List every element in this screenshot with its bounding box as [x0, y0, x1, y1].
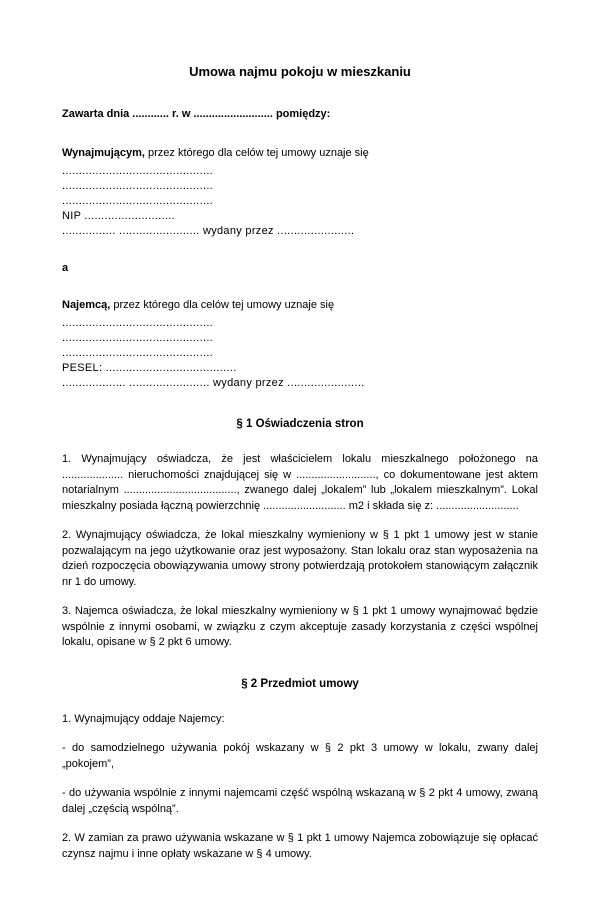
section-2-bullet-2: - do używania wspólnie z innymi najemcami część wspólną wskazaną w § 2 pkt 4 umowy, zwaną dalej „częścią wspólną”. [62, 787, 538, 815]
landlord-label: Wynajmującym, [62, 147, 145, 159]
tenant-lead-text: przez którego dla celów tej umowy uznaje się [113, 299, 335, 311]
landlord-fill-line-2: ............................................. [62, 180, 214, 192]
tenant-lead [62, 298, 538, 313]
tenant-pesel-line: PESEL: ....................................... [62, 362, 237, 374]
section-2-paragraph-2: 2. W zamian za prawo używania wskazane w § 1 pkt 1 umowy Najemca zobowiązuje się opłacać czynsz najmu i inne opłaty wskazane w § 4 umowy. [62, 832, 538, 860]
section-1-heading: § 1 Oświadczenia stron [236, 418, 364, 430]
landlord-nip-line: NIP ........................... [62, 210, 176, 222]
tenant-fill-line-1: ............................................. [62, 317, 214, 329]
section-1-paragraph-3: 3. Najemca oświadcza, że lokal mieszkalny wymieniony w § 1 pkt 1 umowy wynajmować będzie wspólnie z innymi osobami, w związku z czym akceptuje zasady korzystania z części wspólnej lokalu, opisane w § 2 pkt 6 umowy. [62, 605, 538, 648]
landlord-fill-line-3: ............................................. [62, 195, 214, 207]
landlord-id-line: ................ ........................ wydany przez ....................... [62, 225, 355, 237]
tenant-id-line: ................... ........................ wydany przez ....................... [62, 377, 365, 389]
landlord-fill-line-1: ............................................. [62, 165, 214, 177]
section-2-paragraph-1: 1. Wynajmujący oddaje Najemcy: [62, 712, 225, 725]
landlord-lead [62, 146, 538, 161]
section-2-heading: § 2 Przedmiot umowy [241, 677, 359, 690]
tenant-fill-line-3: ............................................. [62, 347, 214, 359]
between-parties-connector: a [62, 262, 69, 274]
section-2-bullet-1: - do samodzielnego używania pokój wskazany w § 2 pkt 3 umowy w lokalu, zwany dalej „pokojem”, [62, 742, 538, 770]
intro-line: Zawarta dnia ............ r. w .......................... pomiędzy: [62, 108, 331, 120]
tenant-fill-line-2: ............................................. [62, 332, 214, 344]
document-title: Umowa najmu pokoju w mieszkaniu [189, 64, 411, 79]
tenant-label: Najemcą, [62, 299, 111, 311]
section-1-paragraph-1: 1. Wynajmujący oświadcza, że jest właścicielem lokalu mieszkalnego położonego na .................... nieruchomości znajdującej się w .........................., co dokumentowane jest aktem notarialnym ....................................., zwanego dalej „lokalem” lub „lokalem mieszkalnym”. Lokal mieszkalny posiada łączną powierzchnię ........................... m2 i składa się z: ........................... [62, 453, 538, 512]
landlord-lead-text: przez którego dla celów tej umowy uznaje się [148, 147, 369, 159]
section-1-paragraph-2: 2. Wynajmujący oświadcza, że lokal mieszkalny wymieniony w § 1 pkt 1 umowy jest w stanie pozwalającym na jego użytkowanie oraz jest wyposażony. Stan lokalu oraz stan wyposażenia na dzień rozpoczęcia obowiązywania umowy strony potwierdzają protokołem stanowiącym załącznik nr 1 do umowy. [62, 529, 538, 588]
